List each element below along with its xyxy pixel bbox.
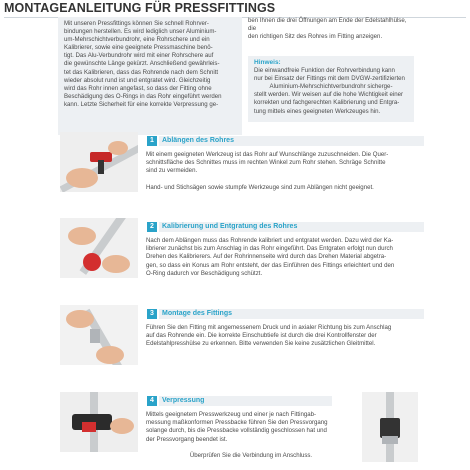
step-line: solange durch, bis die Pressbacke vollständig geschlossen hat und bbox=[146, 427, 327, 435]
step-2-title: Kalibrierung und Entgratung des Rohres bbox=[159, 222, 424, 232]
step-4-title: Verpressung bbox=[159, 396, 332, 406]
intro-panel bbox=[58, 17, 242, 135]
hint-line: nur bei Einsatz der Fittings mit dem DVGW-zertifizierten bbox=[254, 75, 405, 83]
step-line: Mit einem geeigneten Werkzeug ist das Rohr auf Wunschlänge zuzuschneiden. Die Quer- bbox=[146, 151, 389, 158]
intro-line: Beschädigung des O-Rings in das Rohr eingeführt werden bbox=[64, 92, 222, 100]
step-line: Mittels geeignetem Presswerkzeug und einer je nach Fittingab- bbox=[146, 411, 317, 418]
intro-line: tigt. Das Alu-Verbundrohr wird mit einer Rohrschere auf bbox=[64, 52, 214, 60]
step-1-title: Ablängen des Rohres bbox=[159, 136, 424, 146]
hint-line: Die einwandfreie Funktion der Rohrverbindung kann bbox=[254, 67, 395, 75]
intro-line: Kalibrierer, sowie eine geeignete Pressmaschine benö- bbox=[64, 44, 213, 52]
step-4-number: 4 bbox=[147, 396, 157, 406]
intro-line: den richtigen Sitz des Rohres im Fitting anzeigen. bbox=[248, 33, 383, 41]
step-line: messung maßkonformen Pressbacke führen Sie den Pressvorgang bbox=[146, 419, 328, 427]
step-line bbox=[146, 176, 420, 184]
hint-panel bbox=[248, 56, 414, 122]
step-4-text bbox=[146, 411, 356, 460]
intro-line: wird das Rohr innen angefast, so dass der Fitting ohne bbox=[64, 84, 212, 92]
step-line: der Pressvorgang beendet ist. bbox=[146, 435, 228, 443]
step-line: Hand- und Stichsägen sowie stumpfe Werkzeuge sind zum Ablängen nicht geeignet. bbox=[146, 183, 374, 191]
intro-line: bindungen herstellen. Es wird lediglich unser Aluminium- bbox=[64, 28, 217, 36]
intro-line: Mit unseren Pressfittings können Sie schnell Rohrver- bbox=[64, 20, 209, 27]
intro-line: um-Mehrschichtverbundrohr, eine Rohrschere und ein bbox=[64, 36, 210, 44]
hint-line: Aluminium-Mehrschichtverbundrohr sicherge- bbox=[269, 83, 393, 91]
hint-line: tung mittels eines geeigneten Werkzeuges hin. bbox=[254, 107, 381, 115]
step-line: librierer zunächst bis zum Anschlag in das Rohr eingeführt. Das Entgraten erfolgt nun durch bbox=[146, 245, 393, 253]
step-2-text bbox=[146, 237, 420, 278]
step-4-photo bbox=[60, 392, 138, 452]
step-line: Drehen des Kalibrierers. Auf der Rohrinnenseite wird durch das Drehen Material abgetra- bbox=[146, 253, 387, 261]
step-1-text bbox=[146, 151, 420, 192]
step-line: gen, so dass ein Konus am Rohr entsteht, der das Einführen des Fittings erleichtert und den bbox=[146, 261, 395, 269]
step-3-title: Montage des Fittings bbox=[159, 309, 424, 319]
hint-title: Hinweis: bbox=[254, 59, 281, 66]
step-line bbox=[146, 444, 356, 452]
step-1-photo bbox=[60, 132, 138, 192]
step-2-number: 2 bbox=[147, 222, 157, 232]
step-line: Führen Sie den Fitting mit angemessenem Druck und in axialer Richtung bis zum Anschlag bbox=[146, 324, 392, 331]
intro-line: ben Ihnen die drei Öffnungen am Ende der Edelstahlhülse, die bbox=[248, 17, 407, 33]
intro-continuation bbox=[248, 17, 414, 41]
page-title: MONTAGEANLEITUNG FÜR PRESSFITTINGS bbox=[4, 1, 466, 18]
step-4-detail-photo bbox=[362, 392, 418, 462]
step-line: Edelstahlpresshülse zu erkennen. Bitte verwenden Sie keine zusätzlichen Gleitmittel. bbox=[146, 340, 376, 348]
intro-line: die gewünschte Länge gekürzt. Anschließend gewährleis- bbox=[64, 60, 220, 68]
step-line: Überprüfen Sie die Verbindung im Anschluss. bbox=[189, 452, 313, 460]
step-line: auf das Rohrende ein. Die korrekte Einschubtiefe ist durch die drei Kontrollfenster der bbox=[146, 332, 377, 340]
step-line: Nach dem Ablängen muss das Rohrende kalibriert und entgratet werden. Dazu wird der Ka- bbox=[146, 237, 394, 244]
step-3-photo bbox=[60, 305, 138, 365]
step-line: schnittsfläche des Schnittes muss im rechten Winkel zum Rohr stehen. Schräge Schnitte bbox=[146, 159, 386, 167]
intro-line: wieder absolut rund ist und entgratet wird. Gleichzeitig bbox=[64, 76, 211, 84]
intro-line: kann. Letzte Sicherheit für eine korrekte Verpressung ge- bbox=[64, 100, 219, 108]
step-2-photo bbox=[60, 218, 138, 278]
step-1-number: 1 bbox=[147, 136, 157, 146]
hint-line: stellt werden. Wir weisen auf die hohe Wichtigkeit einer bbox=[254, 91, 404, 99]
step-3-text bbox=[146, 324, 420, 349]
step-line: O-Ring dadurch vor Beschädigung schützt. bbox=[146, 269, 263, 277]
step-line: sind zu vermeiden. bbox=[146, 167, 198, 175]
intro-line: tet das Kalibrieren, dass das Rohrende nach dem Schnitt bbox=[64, 68, 219, 76]
hint-line: korrekten und fachgerechten Kalibrierung und Entgra- bbox=[254, 99, 400, 107]
step-3-number: 3 bbox=[147, 309, 157, 319]
